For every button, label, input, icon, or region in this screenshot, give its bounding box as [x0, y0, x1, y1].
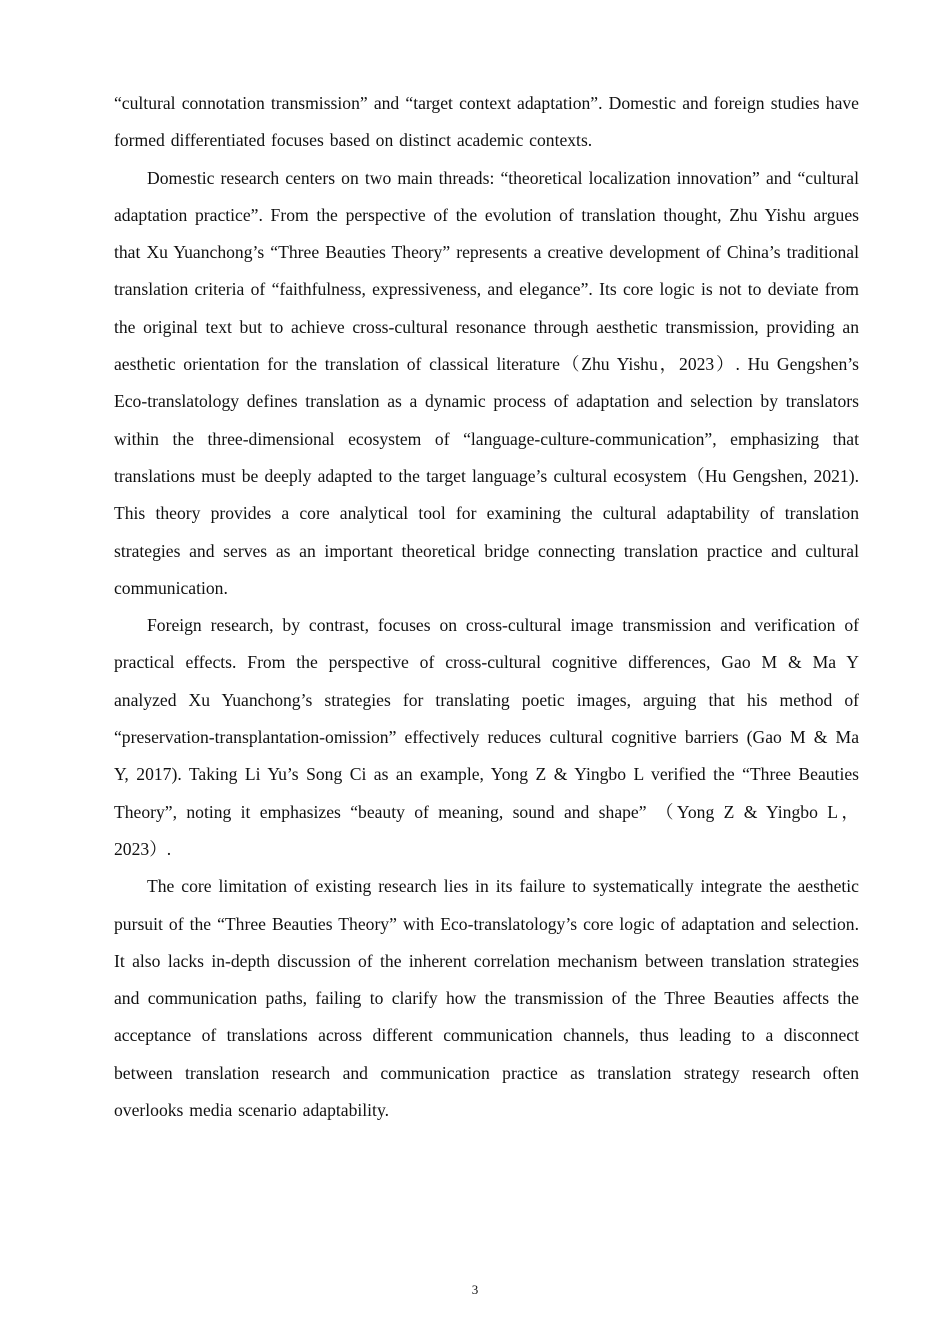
paragraph-foreign-research: Foreign research, by contrast, focuses on cross-cultural image transmission and verification of practical effects. From the perspective of cross-cultural cognitive differences, Gao M & Ma Y analyzed Xu Yuanchong’s strategies for translating poetic images, arguing that his method of “preservation-transplantation-omission” effectively reduces cultural cognitive barriers (Gao M & Ma Y, 2017). Taking Li Yu’s Song Ci as an example, Yong Z & Yingbo L verified the “Three Beauties Theory”, noting it emphasizes “beauty of meaning, sound and shape” （Yong Z & Yingbo L，2023）.	[114, 615, 859, 859]
body-text	[114, 85, 859, 1129]
paragraph-domestic-research: Domestic research centers on two main threads: “theoretical localization innovation” and “cultural adaptation practice”. From the perspective of the evolution of translation thought, Zhu Yishu argues that Xu Yuanchong’s “Three Beauties Theory” represents a creative development of China’s traditional translation criteria of “faithfulness, expressiveness, and elegance”. Its core logic is not to deviate from the original text but to achieve cross-cultural resonance through aesthetic transmission, providing an aesthetic orientation for the translation of classical literature（Zhu Yishu，2023）. Hu Gengshen’s Eco-translatology defines translation as a dynamic process of adaptation and selection by translators within the three-dimensional ecosystem of “language-culture-communication”, emphasizing that translations must be deeply adapted to the target language’s cultural ecosystem（Hu Gengshen, 2021). This theory provides a core analytical tool for examining the cultural adaptability of translation strategies and serves as an important theoretical bridge connecting translation practice and cultural communication.	[114, 167, 859, 598]
page-number: 3	[471, 1282, 479, 1297]
paragraph-research-limitation: The core limitation of existing research lies in its failure to systematically integrate the aesthetic pursuit of the “Three Beauties Theory” with Eco-translatology’s core logic of adaptation and selection. It also lacks in-depth discussion of the inherent correlation mechanism between translation strategies and communication paths, failing to clarify how the transmission of the Three Beauties affects the acceptance of translations across different communication channels, thus leading to a disconnect between translation research and communication practice as translation strategy research often overlooks media scenario adaptability.	[114, 876, 859, 1121]
paragraph-continuation: “cultural connotation transmission” and “target context adaptation”. Domestic and foreign studies have formed differentiated focuses based on distinct academic contexts.	[114, 93, 859, 151]
